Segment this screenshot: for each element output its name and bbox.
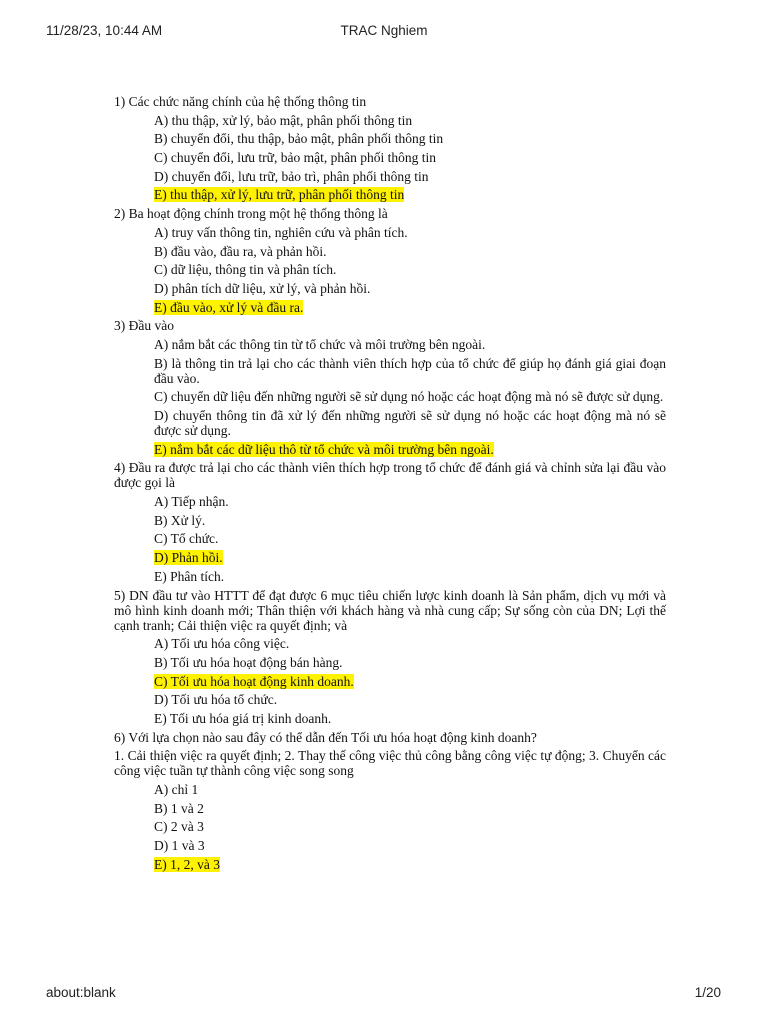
option-text: A) thu thập, xử lý, bảo mật, phân phối thông tin — [154, 112, 413, 128]
option-text: B) Xử lý. — [154, 512, 206, 528]
question-text: 6) Với lựa chọn nào sau đây có thể dẫn đến Tối ưu hóa hoạt động kinh doanh? — [114, 729, 537, 745]
option-text: D) chuyển đổi, lưu trữ, bảo trì, phân phối thông tin — [154, 168, 429, 184]
option-text: D) Phản hồi. — [154, 550, 223, 566]
answer-option — [154, 513, 666, 528]
answer-option — [154, 782, 666, 797]
answer-option — [154, 150, 666, 165]
option-text: E) thu thập, xử lý, lưu trữ, phân phối thông tin — [154, 187, 405, 203]
option-text: A) Tối ưu hóa công việc. — [154, 636, 290, 652]
option-text: A) truy vấn thông tin, nghiên cứu và phân tích. — [154, 224, 408, 240]
option-text: E) Tối ưu hóa giá trị kinh doanh. — [154, 710, 332, 726]
answer-option — [154, 244, 666, 259]
option-text: E) Phân tích. — [154, 568, 225, 584]
option-text: C) Tối ưu hóa hoạt động kinh doanh. — [154, 673, 354, 689]
option-text: B) chuyển đổi, thu thập, bảo mật, phân phối thông tin — [154, 131, 444, 147]
answer-option — [154, 531, 666, 546]
option-text: D) phân tích dữ liệu, xử lý, và phản hồi. — [154, 280, 371, 296]
question-2 — [114, 206, 666, 221]
option-text: E) 1, 2, và 3 — [154, 856, 220, 872]
answer-option — [154, 655, 666, 670]
page-url: about:blank — [46, 985, 116, 1000]
question-text: 1) Các chức năng chính của hệ thống thông tin — [114, 94, 367, 109]
question-5 — [114, 588, 666, 633]
answer-option — [154, 569, 666, 584]
print-datetime: 11/28/23, 10:44 AM — [46, 23, 163, 38]
question-1 — [114, 94, 666, 109]
answer-option — [154, 337, 666, 352]
option-text: D) Tối ưu hóa tổ chức. — [154, 692, 278, 708]
option-text: C) dữ liệu, thông tin và phân tích. — [154, 262, 337, 278]
option-text: B) 1 và 2 — [154, 800, 204, 816]
answer-option — [154, 494, 666, 509]
answer-option — [154, 838, 666, 853]
answer-option — [154, 225, 666, 240]
question-6 — [114, 730, 666, 745]
option-text: B) đầu vào, đầu ra, và phản hồi. — [154, 243, 327, 259]
option-text: D) chuyển thông tin đã xử lý đến những người sẽ sử dụng nó hoặc các hoạt động mà nó sẽ được sử dụng. — [154, 408, 666, 438]
option-text: B) là thông tin trả lại cho các thành viên thích hợp của tổ chức để giúp họ đánh giá giai đoạn đầu vào. — [154, 355, 666, 386]
option-text: C) 2 và 3 — [154, 819, 204, 835]
option-text: D) 1 và 3 — [154, 838, 205, 854]
answer-option — [154, 636, 666, 651]
answer-option — [154, 131, 666, 146]
quiz-content — [114, 94, 666, 872]
answer-option — [154, 281, 666, 296]
question-text: 4) Đầu ra được trả lại cho các thành viên thích hợp trong tổ chức để đánh giá và chỉnh sửa lại đầu vào được gọi là — [114, 460, 666, 491]
answer-option — [154, 408, 666, 438]
question-3 — [114, 318, 666, 333]
answer-option — [154, 169, 666, 184]
option-text: E) nắm bắt các dữ liệu thô từ tổ chức và môi trường bên ngoài. — [154, 441, 494, 457]
page-number: 1/20 — [694, 985, 721, 1000]
question-4 — [114, 460, 666, 490]
option-text: E) đầu vào, xử lý và đầu ra. — [154, 299, 304, 315]
answer-option-correct — [154, 442, 666, 457]
answer-option-correct — [154, 187, 666, 202]
option-text: A) nắm bắt các thông tin từ tổ chức và môi trường bên ngoài. — [154, 336, 486, 352]
question-text: 5) DN đầu tư vào HTTT để đạt được 6 mục tiêu chiến lược kinh doanh là Sản phẩm, dịch vụ mới và mô hình kinh doanh mới; Thân thiện với khách hàng và nhà cung cấp; Sự sống còn của DN; Lợi thế cạnh tranh; Cải thiện việc ra quyết định; và — [114, 587, 666, 633]
answer-option — [154, 711, 666, 726]
answer-option — [154, 389, 666, 404]
document-title: TRAC Nghiem — [340, 23, 428, 38]
answer-option — [154, 819, 666, 834]
question-text: 3) Đầu vào — [114, 318, 174, 334]
answer-option — [154, 692, 666, 707]
answer-option-correct — [154, 674, 666, 689]
question-statement: 1. Cải thiện việc ra quyết định; 2. Thay thế công việc thủ công bằng công việc tự động; 3. Chuyển các công việc tuần tự thành công việc song song — [114, 748, 666, 779]
answer-option-correct — [154, 550, 666, 565]
option-text: C) chuyển dữ liệu đến những người sẽ sử dụng nó hoặc các hoạt động mà nó sẽ được sử dụng. — [154, 389, 664, 405]
option-text: C) Tổ chức. — [154, 531, 219, 547]
question-text: 2) Ba hoạt động chính trong một hệ thống thông là — [114, 206, 388, 222]
answer-option-correct — [154, 857, 666, 872]
option-text: A) chỉ 1 — [154, 782, 199, 797]
option-text: A) Tiếp nhận. — [154, 494, 229, 510]
option-text: B) Tối ưu hóa hoạt động bán hàng. — [154, 654, 343, 670]
answer-option — [154, 113, 666, 128]
answer-option — [154, 801, 666, 816]
answer-option — [154, 262, 666, 277]
option-text: C) chuyển đổi, lưu trữ, bảo mật, phân phối thông tin — [154, 150, 436, 166]
answer-option — [154, 356, 666, 386]
answer-option-correct — [154, 300, 666, 315]
